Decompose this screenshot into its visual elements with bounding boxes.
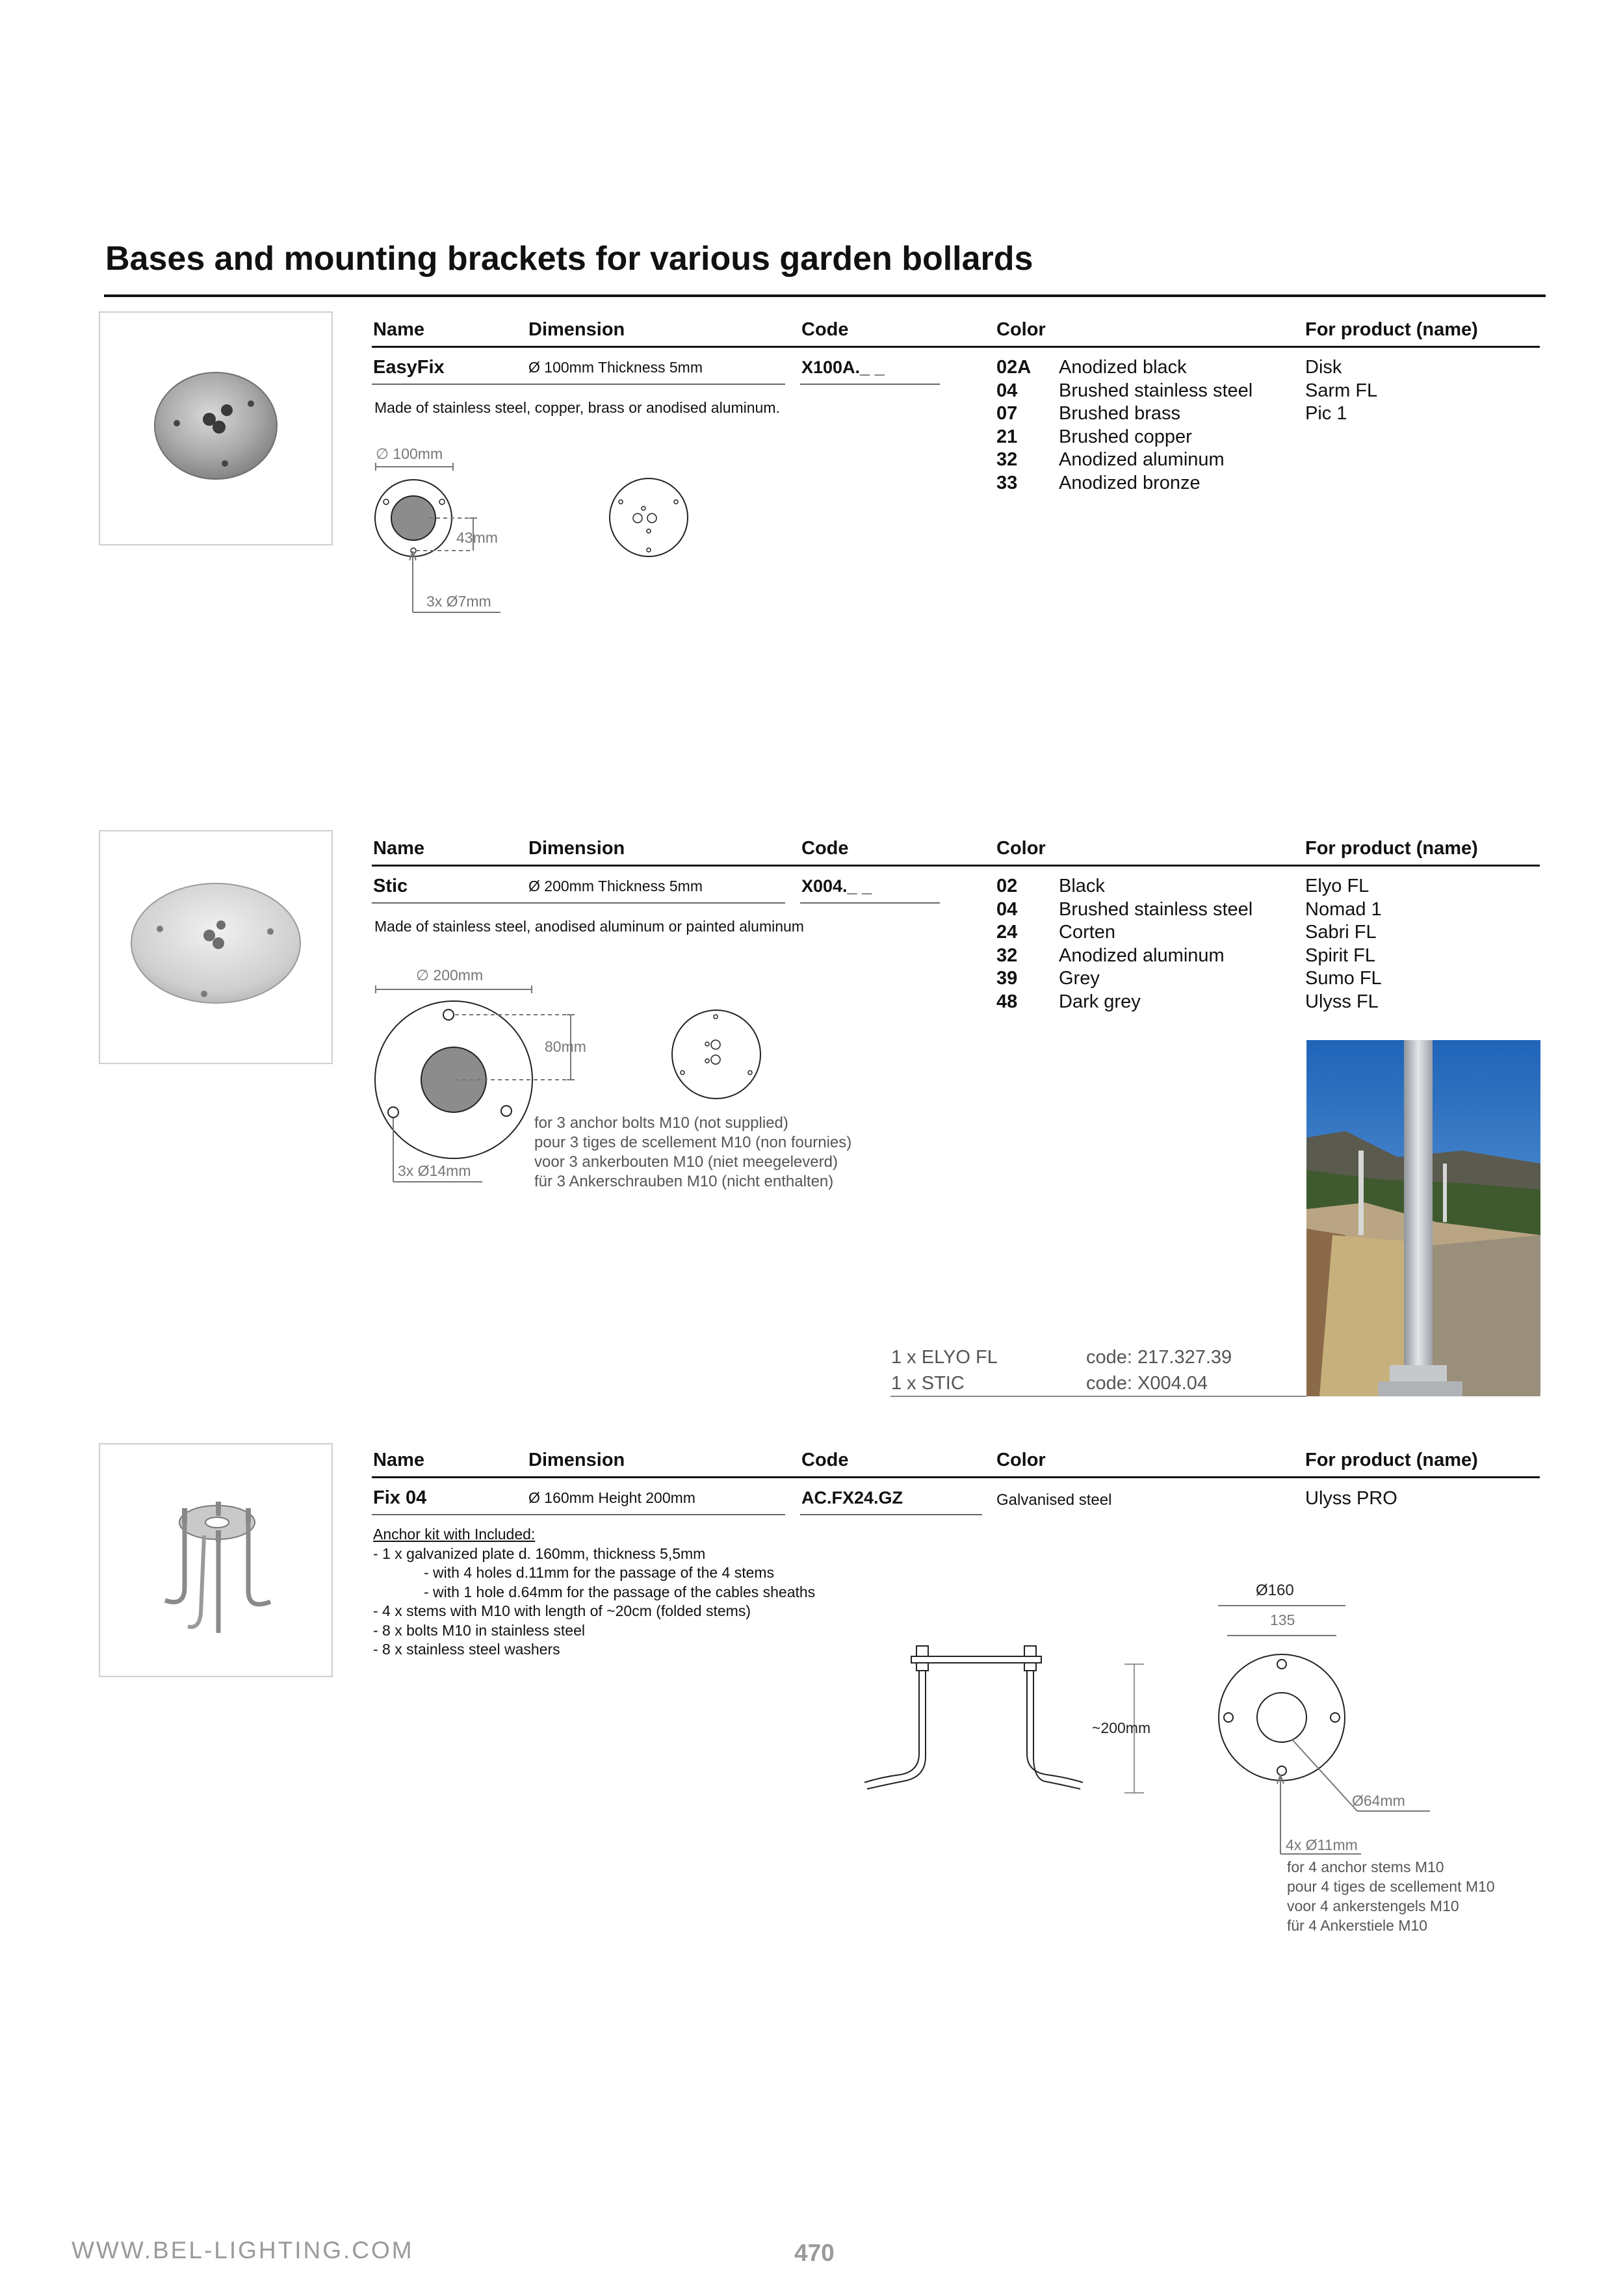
color-row [996,898,1253,922]
fix04-row-rule-code [800,1514,982,1515]
note-line: pour 4 tiges de scellement M10 [1287,1878,1495,1895]
fix04-header-rule [372,1476,1540,1478]
note-line: voor 4 ankerstengels M10 [1287,1898,1459,1914]
fix04-header-for-product: For product (name) [1305,1450,1478,1470]
fix04-center-hole-label: Ø64mm [1352,1792,1405,1809]
color-name: Brushed brass [1059,403,1180,424]
example-item: 1 x ELYO FL [891,1347,998,1368]
stic-row-rule-code [800,902,940,904]
fix04-header-code: Code [801,1450,849,1470]
fix04-header-color: Color [996,1450,1046,1470]
color-name: Dark grey [1059,991,1141,1012]
product-item: Pic 1 [1305,403,1347,424]
stic-diameter-label: ∅ 200mm [416,967,484,984]
product-item: Spirit FL [1305,945,1375,966]
page-title: Bases and mounting brackets for various garden bollards [105,240,1033,278]
color-code: 21 [996,426,1018,447]
stic-header-code: Code [801,838,849,859]
color-row [996,356,1253,380]
easyfix-color-list [996,356,1253,495]
color-name: Anodized aluminum [1059,449,1225,470]
stic-product-list [1305,875,1382,1013]
stic-description: Made of stainless steel, anodised aluminum or painted aluminum [374,918,804,935]
kit-item: - 8 x stainless steel washers [373,1641,560,1658]
color-code: 02A [996,357,1032,378]
note-line: for 4 anchor stems M10 [1287,1859,1444,1875]
color-row [996,921,1253,945]
stic-plate-image [100,831,331,1063]
easyfix-diameter-label: ∅ 100mm [376,445,443,462]
easyfix-description: Made of stainless steel, copper, brass or anodised aluminum. [374,399,780,416]
fix04-header-dimension: Dimension [528,1450,625,1470]
stic-code: X004._ _ [801,876,872,896]
kit-item: - with 4 holes d.11mm for the passage of the 4 stems [424,1564,775,1581]
product-item: Elyo FL [1305,876,1370,896]
example-row [891,1370,1232,1396]
note-line: voor 3 ankerbouten M10 (niet meegeleverd) [534,1153,838,1171]
color-name: Brushed copper [1059,426,1192,447]
easyfix-header-rule [372,346,1540,348]
product-item: Disk [1305,357,1342,378]
fix04-anchor-image [100,1444,331,1676]
stic-header-for-product: For product (name) [1305,838,1478,859]
easyfix-row-rule-left [372,384,785,385]
easyfix-header-color: Color [996,319,1046,340]
product-item: Sumo FL [1305,968,1382,989]
stic-photo [99,830,333,1064]
stic-offset-label: 80mm [545,1038,586,1055]
example-code: code: 217.327.39 [1086,1347,1232,1368]
stic-row-rule-left [372,902,785,904]
easyfix-product-list [1305,356,1377,426]
color-code: 48 [996,991,1018,1012]
fix04-height-label: ~200mm [1092,1719,1151,1736]
product-item: Ulyss PRO [1305,1488,1397,1509]
kit-item: - 8 x bolts M10 in stainless steel [373,1621,585,1639]
color-row [996,426,1253,449]
color-name: Black [1059,876,1105,896]
color-code: 32 [996,449,1018,470]
fix04-outer-label: Ø160 [1256,1582,1294,1599]
easyfix-header-code: Code [801,319,849,340]
color-code: 39 [996,968,1018,989]
kit-title: Anchor kit with Included: [373,1526,536,1543]
fix04-product-list [1305,1487,1397,1511]
product-item: Nomad 1 [1305,898,1382,920]
example-item: 1 x STIC [891,1373,965,1394]
note-line: pour 3 tiges de scellement M10 (non fournies) [534,1134,852,1151]
bollard-scene-image [1306,1040,1540,1396]
color-row [996,945,1253,968]
fix04-code: AC.FX24.GZ [801,1488,903,1507]
color-code: 04 [996,380,1018,401]
color-name: Anodized black [1059,357,1187,378]
note-line: für 4 Ankerstiele M10 [1287,1917,1428,1934]
stic-header-rule [372,865,1540,867]
example-code: code: X004.04 [1086,1373,1208,1394]
color-name: Corten [1059,922,1116,943]
fix04-color: Galvanised steel [996,1491,1112,1509]
color-code: 07 [996,403,1018,424]
color-row [996,380,1253,403]
color-code: 33 [996,472,1018,493]
color-row [996,875,1253,898]
stic-dimension: Ø 200mm Thickness 5mm [528,878,703,894]
kit-item: - 4 x stems with M10 with length of ~20cm (folded stems) [373,1602,751,1619]
easyfix-header-name: Name [373,319,424,340]
stic-name: Stic [373,876,408,896]
color-code: 24 [996,922,1018,943]
fix04-kit-list [373,1525,815,1660]
color-row [996,449,1253,472]
easyfix-header-for-product: For product (name) [1305,319,1478,340]
easyfix-name: EasyFix [373,357,445,378]
footer-website[interactable]: WWW.BEL-LIGHTING.COM [71,2237,414,2263]
stic-header-color: Color [996,838,1046,859]
stic-example [891,1344,1232,1396]
color-code: 32 [996,945,1018,966]
note-line: for 3 anchor bolts M10 (not supplied) [534,1114,788,1132]
color-name: Anodized bronze [1059,472,1201,493]
color-name: Brushed stainless steel [1059,380,1253,401]
easyfix-dimension: Ø 100mm Thickness 5mm [528,359,703,376]
color-row [996,991,1253,1014]
easyfix-holes-label: 3x Ø7mm [426,593,491,610]
color-name: Grey [1059,968,1100,989]
color-row [996,402,1253,426]
color-name: Anodized aluminum [1059,945,1225,966]
easyfix-code: X100A._ _ [801,358,885,377]
fix04-dimension: Ø 160mm Height 200mm [528,1489,695,1506]
fix04-row-rule-left [372,1514,785,1515]
stic-holes-label: 3x Ø14mm [398,1162,471,1179]
kit-item: - with 1 hole d.64mm for the passage of the cables sheaths [424,1583,816,1600]
fix04-anchor-note [1287,1857,1495,1935]
color-name: Brushed stainless steel [1059,898,1253,920]
page-number: 470 [794,2239,835,2266]
stic-header-name: Name [373,838,424,859]
note-line: für 3 Ankerschrauben M10 (nicht enthalten) [534,1173,834,1190]
stic-header-dimension: Dimension [528,838,625,859]
color-row [996,967,1253,991]
color-code: 02 [996,876,1018,896]
fix04-pitch-label: 135 [1270,1611,1295,1628]
easyfix-drawing [364,442,728,624]
fix04-photo [99,1443,333,1677]
kit-item: - 1 x galvanized plate d. 160mm, thickness 5,5mm [373,1545,706,1562]
fix04-header-name: Name [373,1450,424,1470]
fix04-name: Fix 04 [373,1487,427,1508]
product-item: Sarm FL [1305,380,1378,401]
fix04-side-drawing [851,1638,1176,1807]
stic-anchor-note [534,1114,851,1192]
fix04-holes-label: 4x Ø11mm [1286,1836,1358,1853]
easyfix-header-dimension: Dimension [528,319,625,340]
product-item: Sabri FL [1305,922,1377,943]
easyfix-plate-image [100,313,331,544]
color-code: 04 [996,898,1018,920]
color-row [996,472,1253,495]
example-rule [890,1396,1306,1397]
title-rule [104,294,1546,297]
bollard-installation-photo [1306,1040,1540,1396]
easyfix-offset-label: 43mm [456,529,498,546]
stic-color-list [996,875,1253,1013]
example-row [891,1344,1232,1370]
easyfix-row-rule-code [800,384,940,385]
product-item: Ulyss FL [1305,991,1379,1012]
easyfix-photo [99,311,333,545]
